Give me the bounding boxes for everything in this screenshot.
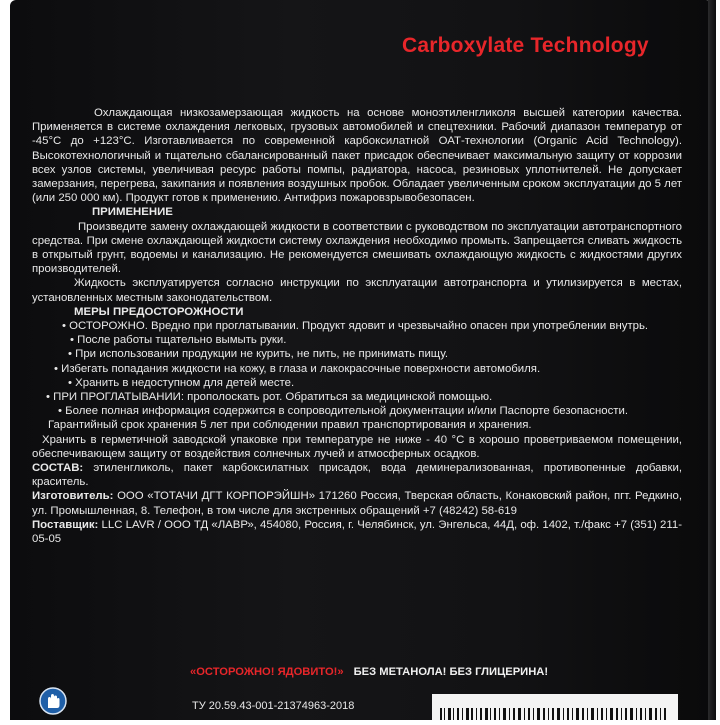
supplier: [32, 518, 682, 546]
supplier-text: LLC LAVR / ООО ТД «ЛАВР», 454080, Россия, г. Челябинск, ул. Энгельса, 44Д, оф. 1402, т./факс +7 (351) 211-05-05: [32, 518, 682, 546]
barcode-bars: [432, 694, 678, 720]
usage-heading: ПРИМЕНЕНИЕ: [92, 206, 173, 219]
precaution-item: • ОСТОРОЖНО. Вредно при проглатывании. Продукт ядовит и чрезвычайно опасен при употреблении внутрь.: [62, 320, 649, 333]
precaution-item: • Хранить в недоступном для детей месте.: [68, 376, 295, 389]
description: Охлаждающая низкозамерзающая жидкость на основе моноэтиленгликоля высшей категории качества. Применяется в системе охлаждения легковых, грузовых автомобилей и спецтехники. Рабочий диапазон температур от -45°С до +123°С. Изготавливается по современной карбоксилатной ОАТ-технологии (Organic Acid Technology). Высокотехнологичный и тщательно сбалансированный пакет присадок обеспечивает максимальную защиту от коррозии всех узлов системы, увеличивая ресурс работы помпы, радиатора, насоса, резиновых уплотнителей. Не допускает замерзания, перегрева, закипания и появления воздушных пробок. Обладает увеличенным сроком эксплуатации до 5 лет (или 250 000 км). Продукт готов к применению. Антифриз пожаровзрывобезопасен.: [32, 107, 682, 205]
precaution-item: • Избегать попадания жидкости на кожу, в глаза и лакокрасочные поверхности автомобиля.: [54, 362, 541, 375]
supplier-label: Поставщик:: [32, 518, 99, 531]
barcode: [432, 694, 678, 720]
usage-paragraph-2: Жидкость эксплуатируется согласно инструкции по эксплуатации автотранспорта и утилизируется в местах, установленных местным законодательством.: [32, 277, 682, 304]
precaution-item: • ПРИ ПРОГЛАТЫВАНИИ: прополоскать рот. Обратиться за медицинской помощью.: [46, 391, 493, 404]
label-text: [32, 106, 682, 546]
brand-line: Carboxylate Technology: [402, 34, 649, 57]
canister-body: [10, 0, 716, 720]
manufacturer: [32, 489, 682, 517]
manufacturer-text: ООО «ТОТАЧИ ДГТ КОРПОРЭЙШН» 171260 Россия, Тверская область, Конаковский район, пгт. Редкино, ул. Промышленная, 8. Телефон, в том числе для экстренных обращений +7 (48242) 58-619: [32, 490, 682, 517]
precaution-item: • При использовании продукции не курить, не пить, не принимать пищу.: [68, 348, 449, 361]
precaution-item: • После работы тщательно вымыть руки.: [70, 334, 287, 347]
composition-text: этиленгликоль, пакет карбоксилатных присадок, вода деминерализованная, противопенные добавки, краситель.: [32, 462, 682, 489]
no-methanol-warning: БЕЗ МЕТАНОЛА! БЕЗ ГЛИЦЕРИНА!: [353, 666, 549, 678]
storage-conditions: Хранить в герметичной заводской упаковке при температуре не ниже - 40 °С в хорошо проветриваемом помещении, обеспечивающем защиту от воздействия солнечных лучей и атмосферных осадков.: [32, 433, 682, 460]
product-label: [32, 0, 684, 720]
manufacturer-label: Изготовитель:: [32, 490, 114, 503]
composition-label: СОСТАВ:: [32, 462, 84, 475]
composition: [32, 461, 682, 489]
usage-paragraph-1: Произведите замену охлаждающей жидкости в соответствии с руководством по эксплуатации автотранспортного средства. При смене охлаждающей жидкости систему охлаждения необходимо промыть. Запрещается сливать жидкость в открытый грунт, водоемы и канализацию. Не рекомендуется смешивать охлаждающую жидкость с жидкостями других производителей.: [32, 220, 682, 276]
glove-icon: [38, 686, 68, 716]
storage-warranty: Гарантийный срок хранения 5 лет при соблюдении правил транспортирования и хранения.: [48, 419, 532, 432]
spec-code: ТУ 20.59.43-001-21374963-2018: [192, 700, 355, 712]
warning-bar: [190, 666, 680, 678]
poison-warning: «ОСТОРОЖНО! ЯДОВИТО!»: [190, 666, 344, 678]
precautions-heading: МЕРЫ ПРЕДОСТОРОЖНОСТИ: [74, 305, 244, 318]
canister-edge: [708, 0, 716, 720]
bottom-strip: [32, 686, 684, 720]
precautions-list: [32, 319, 682, 418]
precaution-item: • Более полная информация содержится в сопроводительной документации и/или Паспорте безопасности.: [58, 405, 629, 418]
